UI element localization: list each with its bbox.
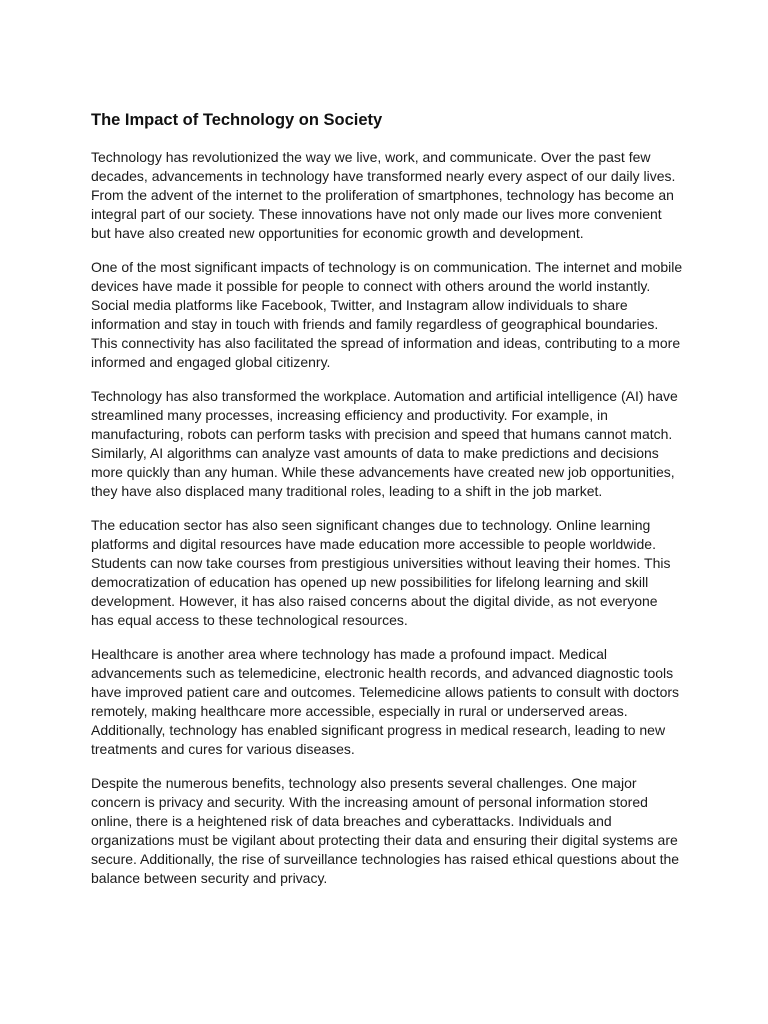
paragraph-workplace: Technology has also transformed the workplace. Automation and artificial intelligence (AI) have streamlined many processes, increasing efficiency and productivity. For example, in manufacturing, robots can perform tasks with precision and speed that humans cannot match. Similarly, AI algorithms can analyze vast amounts of data to make predictions and decisions more quickly than any human. While these advancements have created new job opportunities, they have also displaced many traditional roles, leading to a shift in the job market. [91, 388, 678, 499]
document-title: The Impact of Technology on Society [91, 111, 383, 129]
paragraph-healthcare: Healthcare is another area where technology has made a profound impact. Medical advancements such as telemedicine, electronic health records, and advanced diagnostic tools have improved patient care and outcomes. Telemedicine allows patients to consult with doctors remotely, making healthcare more accessible, especially in rural or underserved areas. Additionally, technology has enabled significant progress in medical research, leading to new treatments and cures for various diseases. [91, 646, 680, 757]
paragraph-communication: One of the most significant impacts of technology is on communication. The internet and mobile devices have made it possible for people to connect with others around the world instantly. Social media platforms like Facebook, Twitter, and Instagram allow individuals to share information and stay in touch with friends and family regardless of geographical boundaries. This connectivity has also facilitated the spread of information and ideas, contributing to a more informed and engaged global citizenry. [91, 259, 683, 370]
paragraph-education: The education sector has also seen significant changes due to technology. Online learning platforms and digital resources have made education more accessible to people worldwide. Students can now take courses from prestigious universities without leaving their homes. This democratization of education has opened up new possibilities for lifelong learning and skill development. However, it has also raised concerns about the digital divide, as not everyone has equal access to these technological resources. [91, 517, 671, 628]
document-page [91, 108, 683, 903]
paragraph-intro: Technology has revolutionized the way we live, work, and communicate. Over the past few decades, advancements in technology have transformed nearly every aspect of our daily lives. From the advent of the internet to the proliferation of smartphones, technology has become an integral part of our society. These innovations have not only made our lives more convenient but have also created new opportunities for economic growth and development. [91, 149, 676, 241]
paragraph-challenges: Despite the numerous benefits, technology also presents several challenges. One major concern is privacy and security. With the increasing amount of personal information stored online, there is a heightened risk of data breaches and cyberattacks. Individuals and organizations must be vigilant about protecting their data and ensuring their digital systems are secure. Additionally, the rise of surveillance technologies has raised ethical questions about the balance between security and privacy. [91, 775, 680, 886]
